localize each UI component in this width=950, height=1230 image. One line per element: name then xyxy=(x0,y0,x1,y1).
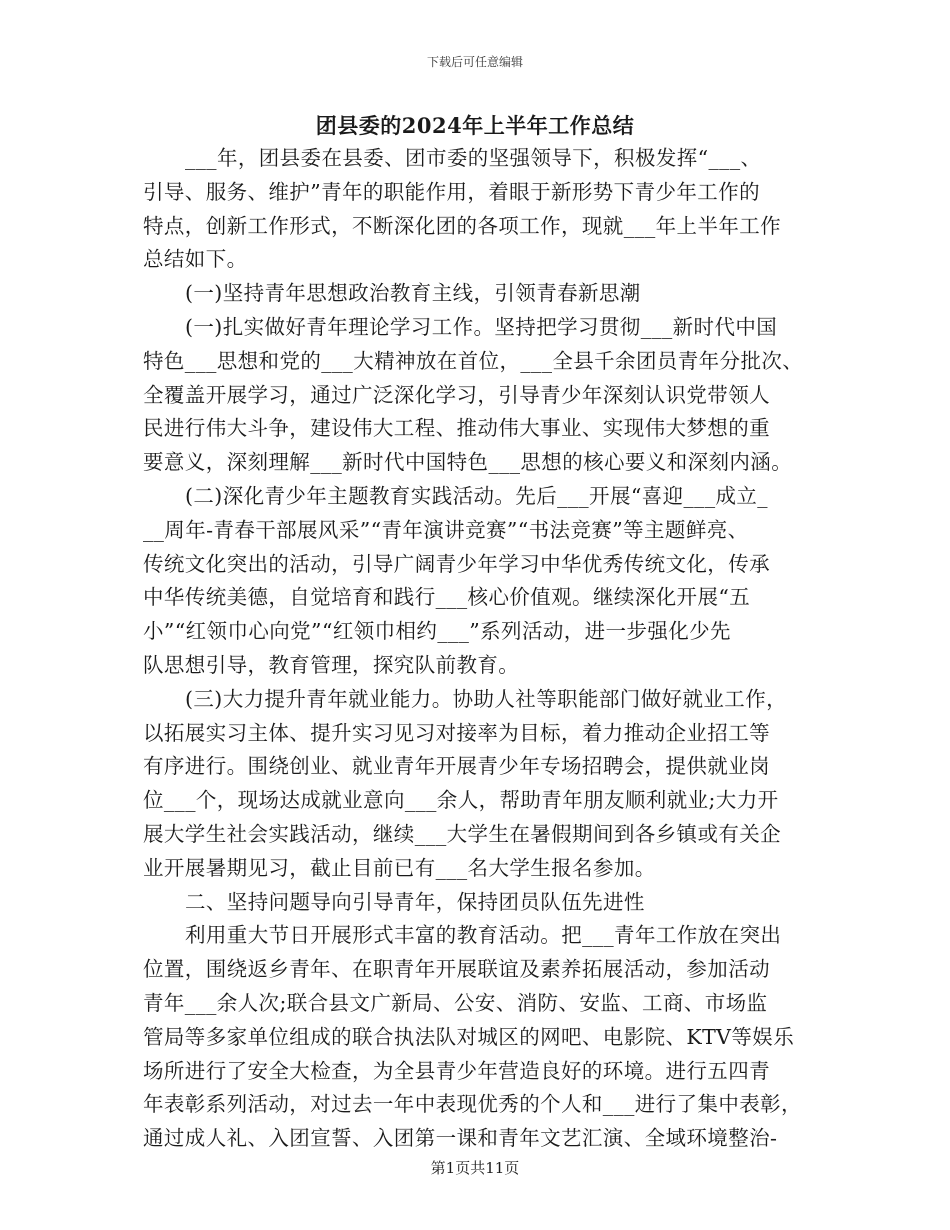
text-line: 引导、服务、维护”青年的职能作用，着眼于新形势下青少年工作的 xyxy=(143,179,760,204)
text-line: 有序进行。围绕创业、就业青年开展青少年专场招聘会，提供就业岗 xyxy=(143,754,770,779)
text-line: 位置，围绕返乡青年、在职青年开展联谊及素养拓展活动，参加活动 xyxy=(143,957,770,982)
text-line: 总结如下。 xyxy=(143,247,248,272)
text-line: 通过成人礼、入团宣誓、入团第一课和青年文艺汇演、全域环境整治- xyxy=(143,1126,778,1151)
document-body xyxy=(143,142,811,1156)
text-line: (二)深化青少年主题教育实践活动。先后___开展“喜迎___成立_ xyxy=(185,483,768,508)
text-line: (一)坚持青年思想政治教育主线，引领青春新思潮 xyxy=(185,281,641,306)
text-line: (一)扎实做好青年理论学习工作。坚持把学习贯彻___新时代中国 xyxy=(185,314,778,339)
text-line: 全覆盖开展学习，通过广泛深化学习，引导青少年深刻认识党带领人 xyxy=(143,382,770,407)
document-title: 团县委的2024年上半年工作总结 xyxy=(315,113,635,138)
text-line: 特点，创新工作形式，不断深化团的各项工作，现就___年上半年工作 xyxy=(143,213,782,238)
text-line: 以拓展实习主体、提升实习见习对接率为目标，着力推动企业招工等 xyxy=(143,720,770,745)
text-line: 小”“红领巾心向党”“红领巾相约___”系列活动，进一步强化少先 xyxy=(143,619,731,644)
text-line: 位___个，现场达成就业意向___余人，帮助青年朋友顺利就业;大力开 xyxy=(143,788,779,813)
text-line: 特色___思想和党的___大精神放在首位，___全县千余团员青年分批次、 xyxy=(143,348,804,373)
text-line: (三)大力提升青年就业能力。协助人社等职能部门做好就业工作， xyxy=(185,686,787,711)
text-line: 中华传统美德，自觉培育和践行___核心价值观。继续深化开展“五 xyxy=(143,585,751,610)
text-line: 利用重大节日开展形式丰富的教育活动。把___青年工作放在突出 xyxy=(185,923,782,948)
text-line: 二、坚持问题导向引导青年，保持团员队伍先进性 xyxy=(185,889,645,914)
header-note: 下载后可任意编辑 xyxy=(426,55,523,69)
text-line: 管局等多家单位组成的联合执法队对城区的网吧、电影院、KTV等娱乐 xyxy=(143,1024,795,1049)
text-line: 民进行伟大斗争，建设伟大工程、推动伟大事业、实现伟大梦想的重 xyxy=(143,416,770,441)
text-line: 传统文化突出的活动，引导广阔青少年学习中华优秀传统文化，传承 xyxy=(143,551,770,576)
text-line: __周年-青春干部展风采”“青年演讲竞赛”“书法竞赛”等主题鲜亮、 xyxy=(143,517,749,542)
page-footer: 第1页共11页 xyxy=(430,1159,520,1177)
text-line: 展大学生社会实践活动，继续___大学生在暑假期间到各乡镇或有关企 xyxy=(143,821,782,846)
text-line: ___年，团县委在县委、团市委的坚强领导下，积极发挥“___、 xyxy=(185,146,762,170)
text-line: 年表彰系列活动，对过去一年中表现优秀的个人和___进行了集中表彰， xyxy=(143,1092,802,1117)
text-line: 业开展暑期见习，截止目前已有___名大学生报名参加。 xyxy=(143,855,656,880)
text-line: 场所进行了安全大检查，为全县青少年营造良好的环境。进行五四青 xyxy=(143,1058,770,1083)
text-line: 青年___余人次;联合县文广新局、公安、消防、安监、工商、市场监 xyxy=(143,990,768,1015)
text-line: 要意义，深刻理解___新时代中国特色___思想的核心要义和深刻内涵。 xyxy=(143,450,793,475)
text-line: 队思想引导，教育管理，探究队前教育。 xyxy=(143,652,520,677)
